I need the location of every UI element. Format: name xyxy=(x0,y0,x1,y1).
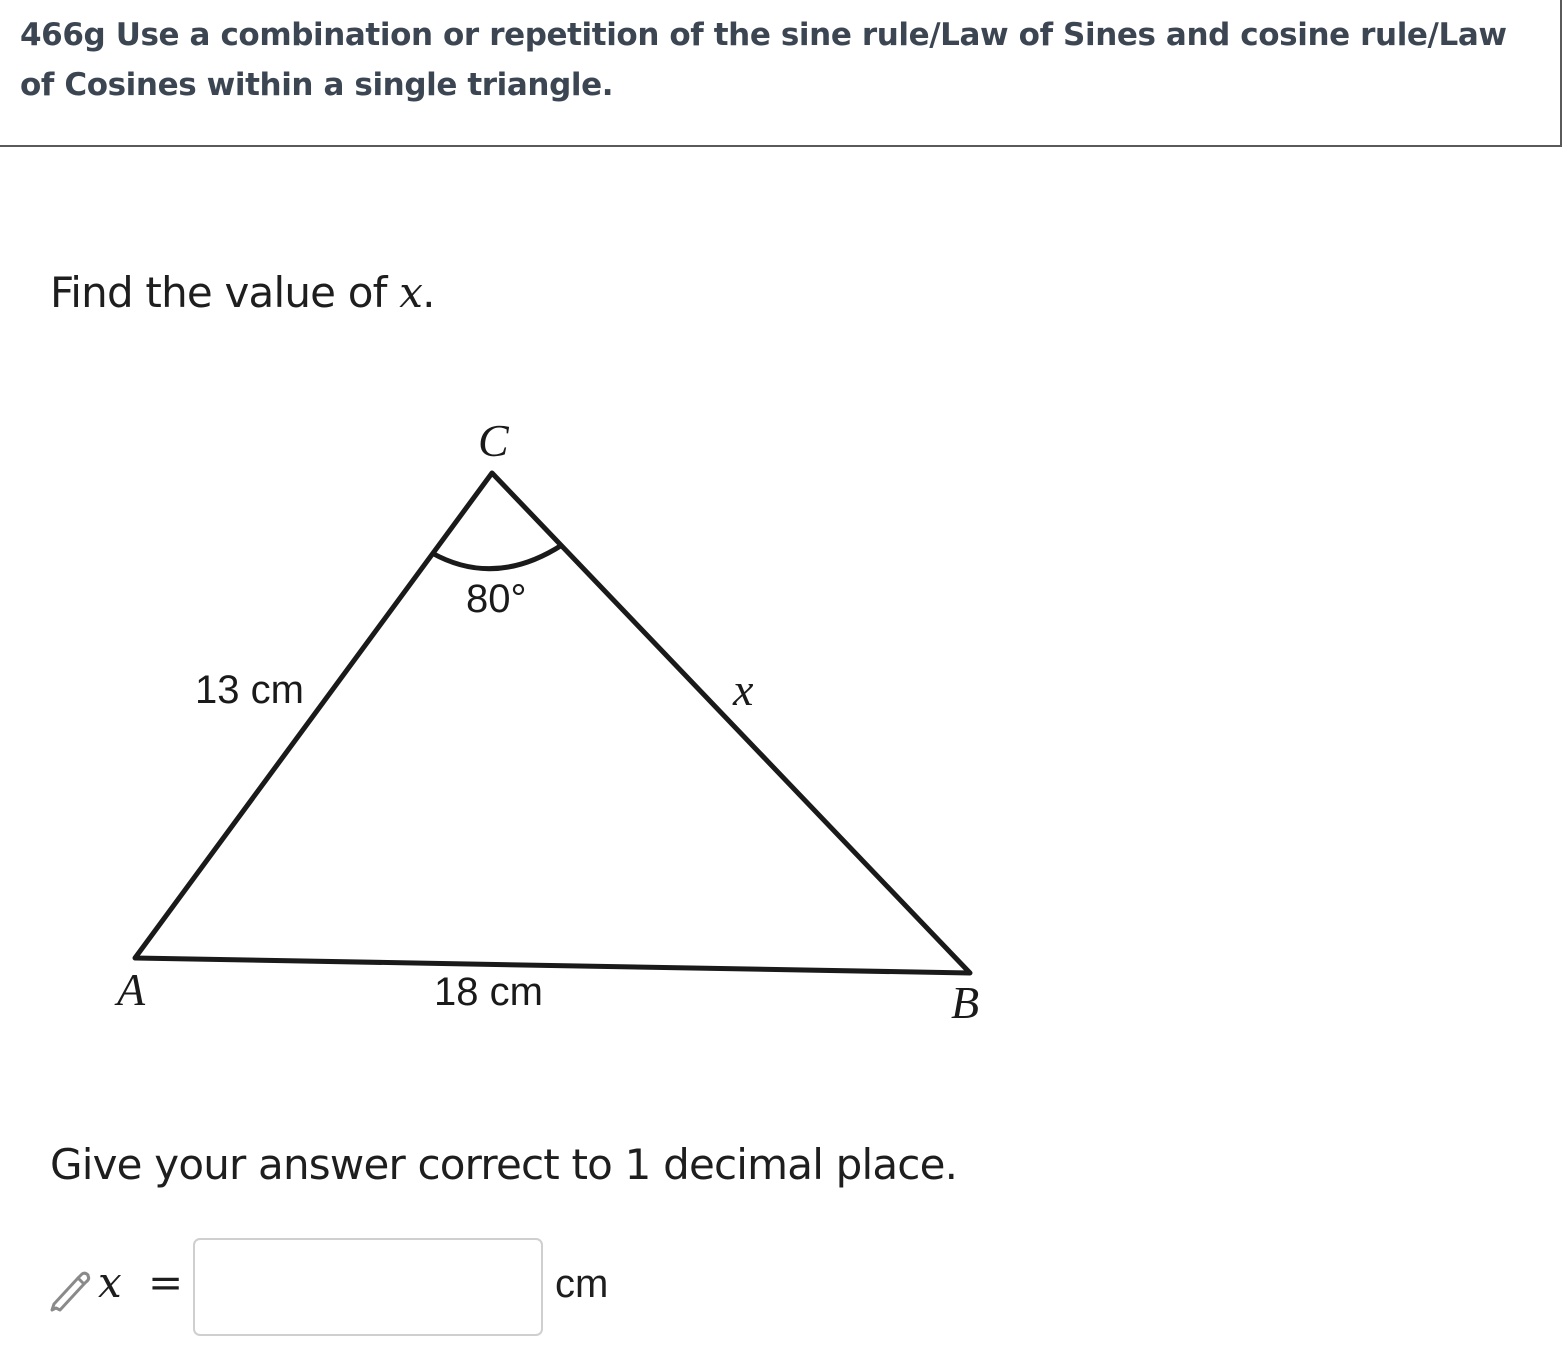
question-title: 466g Use a combination or repetition of the sine rule/Law of Sines and cosine rule/Law of Cosines within a single triangle. xyxy=(20,17,1507,103)
vertex-b-label: B xyxy=(951,977,980,1028)
answer-input[interactable] xyxy=(193,1238,543,1336)
answer-unit: cm xyxy=(555,1262,609,1306)
answer-row xyxy=(48,1238,668,1338)
question-prefix: Find the value of xyxy=(50,268,400,317)
equals-sign: = xyxy=(148,1258,184,1307)
question-variable: x xyxy=(399,268,423,317)
side-ab-length: 18 cm xyxy=(434,970,543,1014)
side-cb-variable: x xyxy=(733,664,754,715)
triangle-diagram xyxy=(0,400,1100,1040)
question-suffix: . xyxy=(422,268,435,317)
question-header xyxy=(0,0,1562,147)
angle-c-value: 80° xyxy=(466,577,527,621)
answer-instruction: Give your answer correct to 1 decimal place. xyxy=(50,1140,958,1189)
angle-c-arc xyxy=(432,545,562,569)
triangle-svg xyxy=(0,400,1100,1040)
answer-variable: x xyxy=(98,1258,122,1307)
pencil-icon xyxy=(48,1268,94,1314)
question-text xyxy=(50,268,435,317)
vertex-c-label: C xyxy=(478,415,509,466)
side-ac-length: 13 cm xyxy=(195,668,304,712)
vertex-a-label: A xyxy=(117,964,146,1015)
